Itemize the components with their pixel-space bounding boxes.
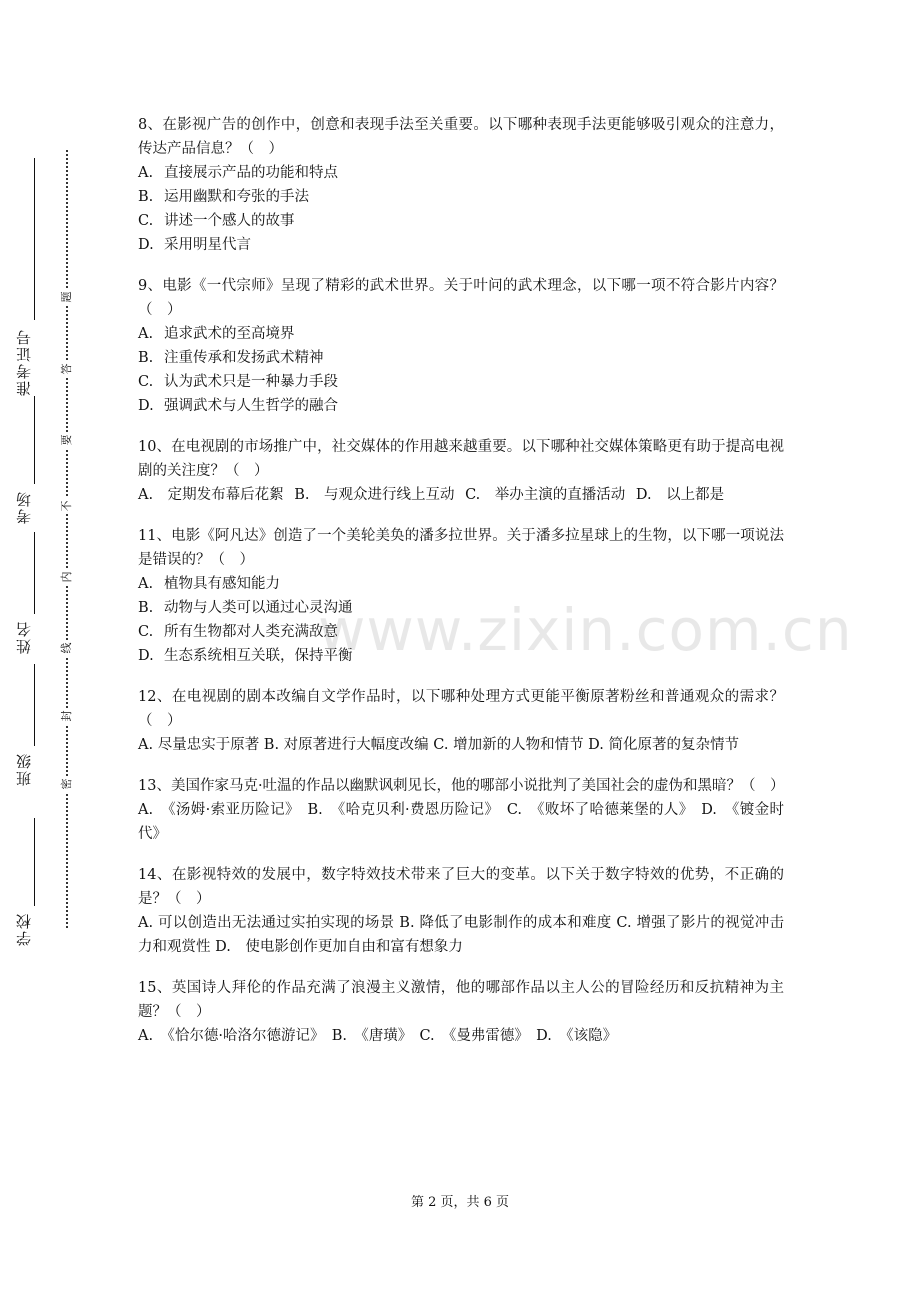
question-stem: 13、美国作家马克·吐温的作品以幽默讽刺见长，他的哪部小说批判了美国社会的虚伪和黑暗？（ ） bbox=[138, 778, 785, 794]
question-14 bbox=[138, 863, 784, 959]
option-b[interactable]: B. 运用幽默和夸张的手法 bbox=[138, 189, 309, 205]
seal-char: 要 bbox=[59, 432, 75, 448]
inline-options bbox=[138, 483, 784, 507]
watermark: www.zixin.com.cn bbox=[318, 596, 853, 664]
question-stem: 10、在电视剧的市场推广中，社交媒体的作用越来越重要。以下哪种社交媒体策略更有助于提高电视剧的关注度？（ ） bbox=[138, 439, 784, 479]
inline-options[interactable]: A. 可以创造出无法通过实拍实现的场景 B. 降低了电影制作的成本和难度 C. 增强了影片的视觉冲击力和观赏性 D. 使电影创作更加自由和富有想象力 bbox=[138, 915, 784, 955]
question-12 bbox=[138, 685, 784, 757]
inline-options[interactable]: A. 尽量忠实于原著 B. 对原著进行大幅度改编 C. 增加新的人物和情节 D. 简化原著的复杂情节 bbox=[138, 737, 740, 753]
option-d[interactable]: D. 采用明星代言 bbox=[138, 237, 251, 253]
seal-char: 题 bbox=[59, 289, 75, 305]
question-stem: 8、在影视广告的创作中，创意和表现手法至关重要。以下哪种表现手法更能够吸引观众的注意力，传达产品信息？（ ） bbox=[138, 117, 784, 157]
question-15 bbox=[138, 976, 784, 1048]
name-line bbox=[34, 532, 35, 614]
school-line bbox=[34, 818, 35, 906]
seal-char: 答 bbox=[59, 361, 75, 377]
inline-options[interactable]: A. 《汤姆·索亚历险记》 B. 《哈克贝利·费恩历险记》 C. 《败坏了哈德莱堡的人》 D. 《镀金时代》 bbox=[138, 802, 784, 842]
question-9 bbox=[138, 274, 784, 418]
question-stem: 11、电影《阿凡达》创造了一个美轮美奂的潘多拉世界。关于潘多拉星球上的生物，以下哪一项说法是错误的？（ ） bbox=[138, 528, 784, 568]
seal-char: 内 bbox=[59, 569, 75, 585]
exam-room-line bbox=[34, 396, 35, 484]
option-a[interactable]: A. 直接展示产品的功能和特点 bbox=[138, 165, 338, 181]
option-c[interactable]: C. 举办主演的直播活动 bbox=[465, 487, 626, 503]
class-label: 班级 bbox=[15, 752, 33, 786]
exam-number-line bbox=[34, 158, 35, 320]
question-10 bbox=[138, 435, 784, 507]
option-d[interactable]: D. 以上都是 bbox=[635, 487, 725, 503]
option-b[interactable]: B. 动物与人类可以通过心灵沟通 bbox=[138, 600, 353, 616]
question-stem: 15、英国诗人拜伦的作品充满了浪漫主义激情，他的哪部作品以主人公的冒险经历和反抗精神为主题？（ ） bbox=[138, 980, 784, 1020]
question-list bbox=[138, 113, 784, 1065]
question-8 bbox=[138, 113, 784, 257]
option-a[interactable]: A. 定期发布幕后花絮 bbox=[138, 487, 284, 503]
option-c[interactable]: C. 讲述一个感人的故事 bbox=[138, 213, 295, 229]
school-label: 学校 bbox=[15, 912, 33, 946]
option-d[interactable]: D. 生态系统相互关联，保持平衡 bbox=[138, 648, 353, 664]
question-13 bbox=[138, 774, 784, 846]
question-stem: 14、在影视特效的发展中，数字特效技术带来了巨大的变革。以下关于数字特效的优势，不正确的是？（ ） bbox=[138, 867, 784, 907]
option-a[interactable]: A. 追求武术的至高境界 bbox=[138, 326, 295, 342]
option-c[interactable]: C. 所有生物都对人类充满敌意 bbox=[138, 624, 338, 640]
option-c[interactable]: C. 认为武术只是一种暴力手段 bbox=[138, 374, 338, 390]
option-b[interactable]: B. 与观众进行线上互动 bbox=[294, 487, 455, 503]
seal-char: 封 bbox=[59, 708, 75, 724]
page-footer: 第 2 页，共 6 页 bbox=[410, 1195, 510, 1210]
name-label: 姓名 bbox=[15, 620, 33, 654]
inline-options[interactable]: A. 《恰尔德·哈洛尔德游记》 B. 《唐璜》 C. 《曼弗雷德》 D. 《该隐》 bbox=[138, 1028, 618, 1044]
seal-char: 密 bbox=[59, 776, 75, 792]
option-b[interactable]: B. 注重传承和发扬武术精神 bbox=[138, 350, 324, 366]
option-a[interactable]: A. 植物具有感知能力 bbox=[138, 576, 280, 592]
question-stem: 12、在电视剧的剧本改编自文学作品时，以下哪种处理方式更能平衡原著粉丝和普通观众的需求？（ ） bbox=[138, 689, 784, 729]
seal-dotted-line bbox=[66, 150, 68, 928]
question-stem: 9、电影《一代宗师》呈现了精彩的武术世界。关于叶问的武术理念，以下哪一项不符合影片内容？（ ） bbox=[138, 278, 784, 318]
seal-char: 线 bbox=[59, 640, 75, 656]
exam-room-label: 考场 bbox=[15, 490, 33, 524]
exam-number-label: 准考证号 bbox=[15, 328, 33, 396]
seal-char: 不 bbox=[59, 498, 75, 514]
class-line bbox=[34, 664, 35, 746]
option-d[interactable]: D. 强调武术与人生哲学的融合 bbox=[138, 398, 338, 414]
